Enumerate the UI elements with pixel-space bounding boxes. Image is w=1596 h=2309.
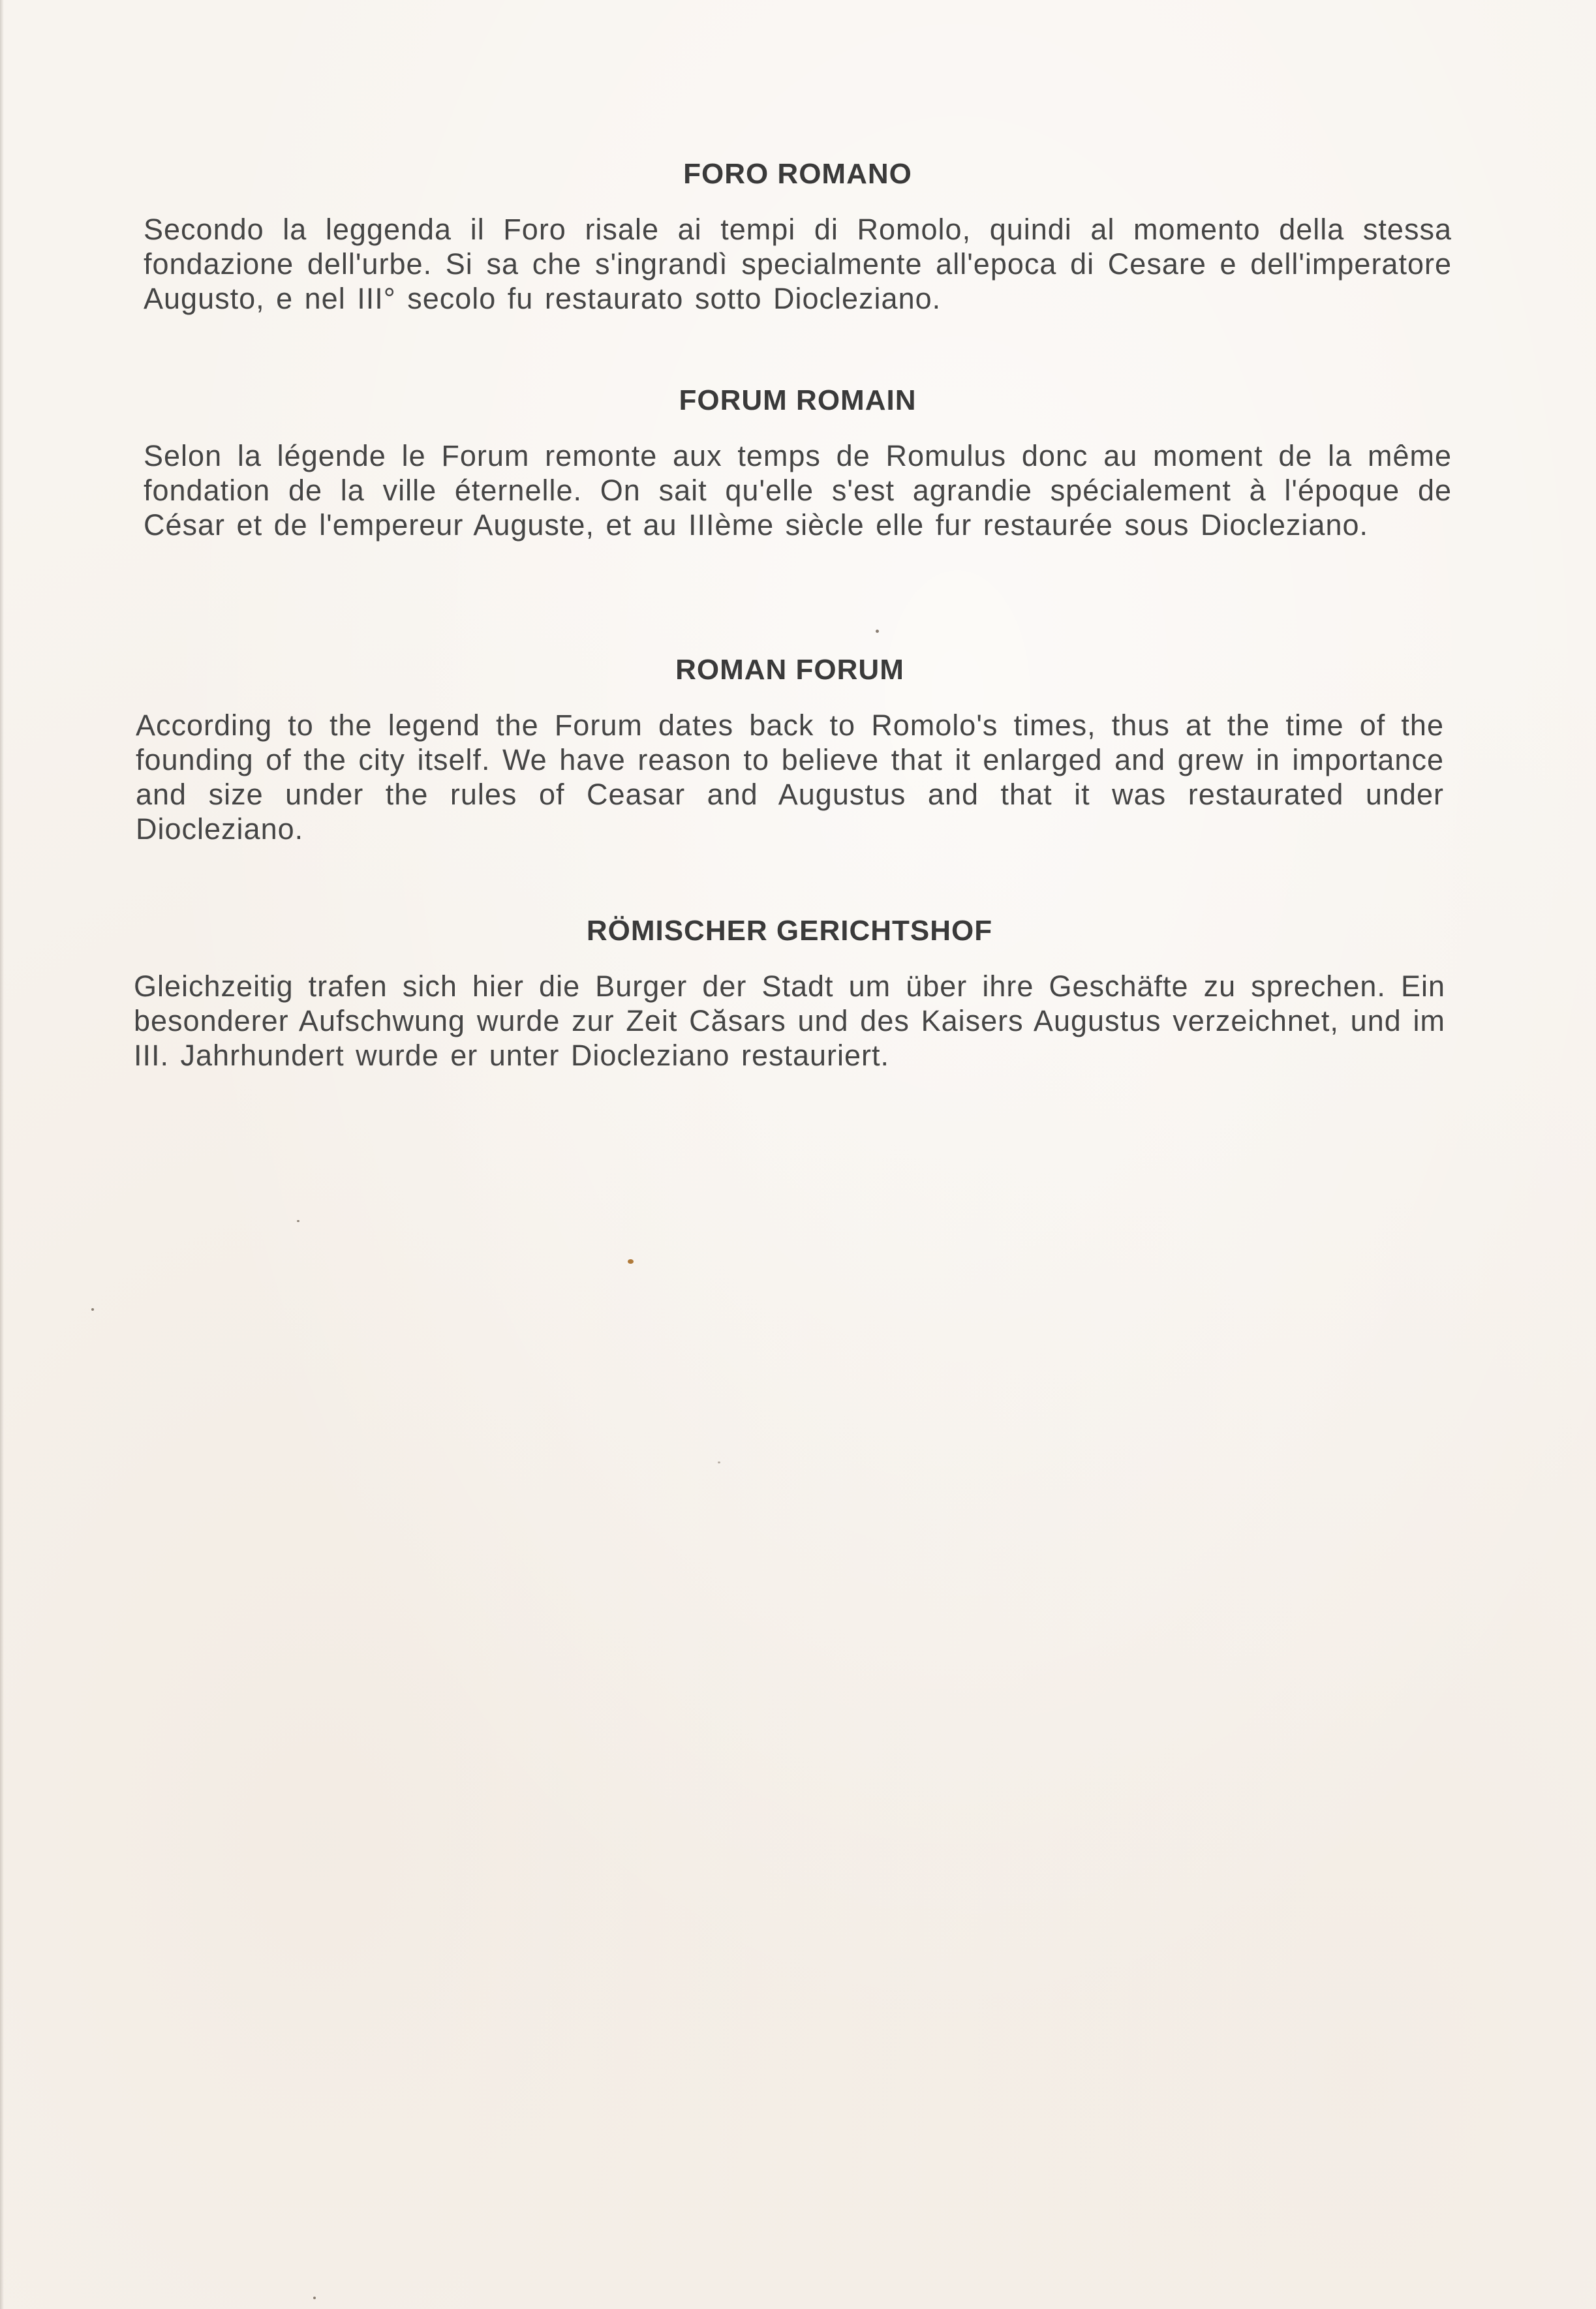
paper-speck [718,1461,720,1463]
section-body-italian: Secondo la leggenda il Foro risale ai tempi di Romolo, quindi al momento della stessa fondazione dell'urbe. Si sa che s'ingrandì specialmente all'epoca di Cesare e dell'imperatore Augusto, e nel III° secolo fu restaurato sotto Diocleziano. [144,213,1452,315]
section-title-italian: FORO ROMANO [683,158,912,190]
paper-speck [297,1220,299,1222]
paper-speck [628,1259,634,1264]
page-edge-shadow [0,0,4,2309]
section-french [144,386,1452,542]
section-title-german: RÖMISCHER GERICHTSHOF [586,915,993,947]
section-english [136,656,1444,846]
section-title-english: ROMAN FORUM [675,654,904,686]
section-title-french: FORUM ROMAIN [679,384,917,416]
section-body-french: Selon la légende le Forum remonte aux temps de Romulus donc au moment de la même fondation de la ville éternelle. On sait qu'elle s'est agrandie spécialement à l'époque de César et de l'empereur Auguste, et au IIIème siècle elle fur restaurée sous Diocleziano. [144,439,1452,542]
paper-speck [91,1308,94,1311]
paper-speck [876,630,879,633]
section-german [134,917,1445,1073]
section-italian [144,160,1452,316]
section-body-german: Gleichzeitig trafen sich hier die Burger der Stadt um über ihre Geschäfte zu sprechen. Ein besonderer Aufschwung wurde zur Zeit Căsars und des Kaisers Augustus verzeichnet, und im III. Jahrhundert wurde er unter Diocleziano restauriert. [134,970,1445,1072]
paper-speck [313,2297,316,2299]
section-body-english: According to the legend the Forum dates back to Romolo's times, thus at the time of the founding of the city itself. We have reason to believe that it enlarged and grew in importance and size under the rules of Ceasar and Augustus and that it was restaurated under Diocleziano. [136,709,1444,846]
